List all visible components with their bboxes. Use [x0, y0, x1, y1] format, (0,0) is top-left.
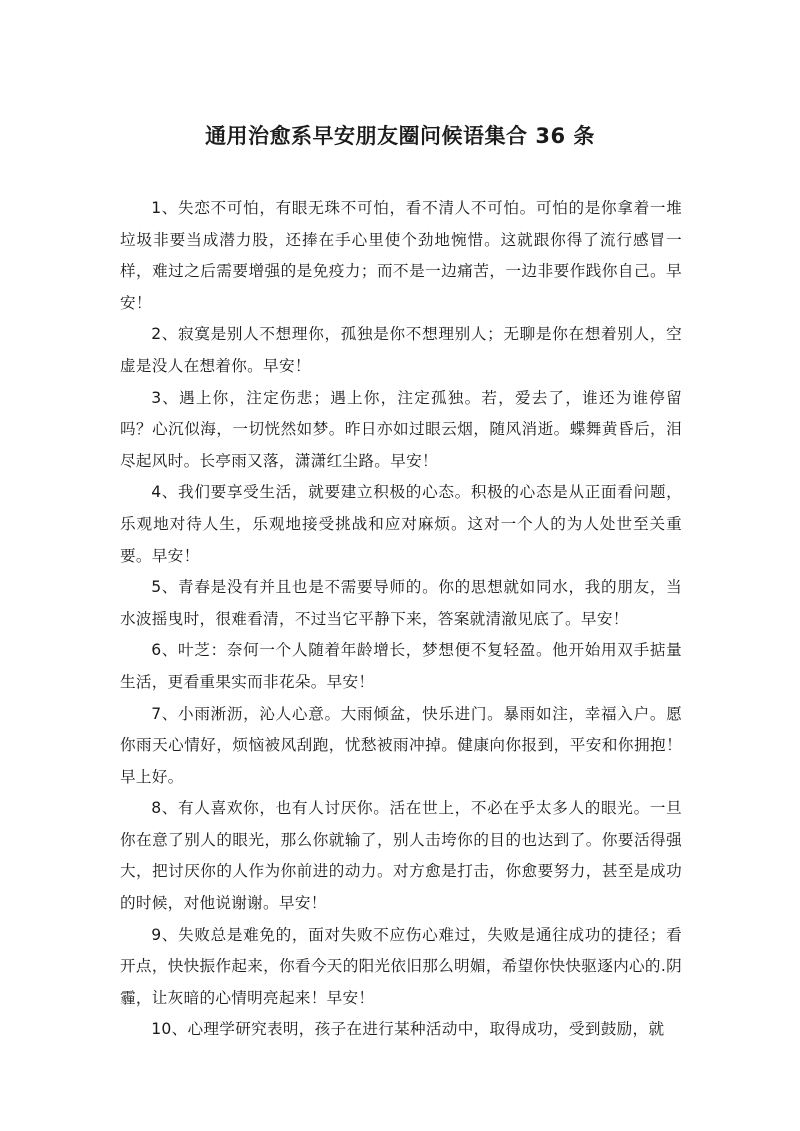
paragraph-2: 2、寂寞是别人不想理你，孤独是你不想理别人；无聊是你在想着别人，空虚是没人在想着你。早安！ — [120, 325, 682, 375]
paragraph-1: 1、失恋不可怕，有眼无珠不可怕，看不清人不可怕。可怕的是你拿着一堆垃圾非要当成潜力股，还捧在手心里使个劲地惋惜。这就跟你得了流行感冒一样，难过之后需要增强的是免疫力；而不是一边痛苦，一边非要作践你自己。早安！ — [120, 199, 682, 312]
paragraph-6: 6、叶芝：奈何一个人随着年龄增长，梦想便不复轻盈。他开始用双手掂量生活，更看重果实而非花朵。早安！ — [120, 641, 682, 691]
paragraph-7: 7、小雨淅沥，沁人心意。大雨倾盆，快乐进门。暴雨如注，幸福入户。愿你雨天心情好，烦恼被风刮跑，忧愁被雨冲掉。健康向你报到，平安和你拥抱！早上好。 — [120, 704, 682, 786]
paragraph-10: 10、心理学研究表明，孩子在进行某种活动中，取得成功，受到鼓励，就 — [151, 1020, 665, 1039]
paragraph-3: 3、遇上你，注定伤悲；遇上你，注定孤独。若，爱去了，谁还为谁停留吗？心沉似海，一切恍然如梦。昨日亦如过眼云烟，随风消逝。蝶舞黄昏后，泪尽起风时。长亭雨又落，潇潇红尘路。早安！ — [120, 388, 682, 470]
paragraph-9: 9、失败总是难免的，面对失败不应伤心难过，失败是通往成功的捷径；看开点，快快振作起来，你看今天的阳光依旧那么明媚，希望你快快驱逐内心的.阴霾，让灰暗的心情明亮起来！早安！ — [120, 925, 682, 1007]
paragraph-4: 4、我们要享受生活，就要建立积极的心态。积极的心态是从正面看问题，乐观地对待人生，乐观地接受挑战和应对麻烦。这对一个人的为人处世至关重要。早安！ — [120, 483, 682, 565]
document-title: 通用治愈系早安朋友圈问候语集合 36 条 — [205, 124, 595, 148]
paragraph-5: 5、青春是没有并且也是不需要导师的。你的思想就如同水，我的朋友，当水波摇曳时，很难看清，不过当它平静下来，答案就清澈见底了。早安！ — [120, 578, 682, 628]
document-body — [120, 193, 682, 1046]
paragraph-8: 8、有人喜欢你，也有人讨厌你。活在世上，不必在乎太多人的眼光。一旦你在意了别人的眼光，那么你就输了，别人击垮你的目的也达到了。你要活得强大，把讨厌你的人作为你前进的动力。对方愈是打击，你愈要努力，甚至是成功的时候，对他说谢谢。早安！ — [120, 799, 682, 913]
